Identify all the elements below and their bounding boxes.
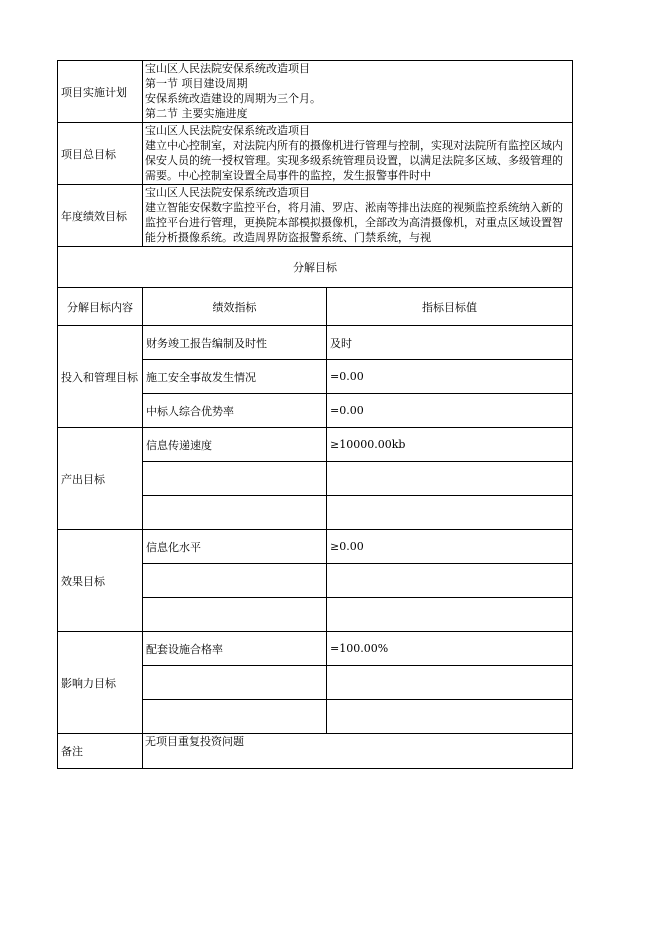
indicator-cell: 财务竣工报告编制及时性 — [143, 326, 327, 360]
plan-text — [143, 61, 573, 123]
annual-goal-label: 年度绩效目标 — [58, 185, 143, 247]
breakdown-title: 分解目标 — [58, 247, 573, 288]
header-indicator: 绩效指标 — [143, 288, 327, 326]
row-overall-goal — [58, 123, 573, 185]
indicator-cell — [143, 666, 327, 700]
target-cell — [327, 462, 573, 496]
indicator-cell: 配套设施合格率 — [143, 632, 327, 666]
annual-goal-body: 建立智能安保数字监控平台，将月浦、罗店、淞南等排出法庭的视频监控系统纳入新的监控平台进行管理，更换院本部模拟摄像机，全部改为高清摄像机，对重点区域设置智能分析摄像系统。改造周界防盗报警系统、门禁系统，与视 — [145, 201, 563, 244]
indicator-cell: 施工安全事故发生情况 — [143, 360, 327, 394]
indicator-cell — [143, 564, 327, 598]
row-remarks — [58, 734, 573, 769]
plan-label: 项目实施计划 — [58, 61, 143, 123]
indicator-cell — [143, 700, 327, 734]
overall-goal-label: 项目总目标 — [58, 123, 143, 185]
remarks-text: 无项目重复投资问题 — [143, 734, 573, 769]
target-cell — [327, 564, 573, 598]
row-headers — [58, 288, 573, 326]
target-cell: =100.00% — [327, 632, 573, 666]
group-output-label: 产出目标 — [58, 428, 143, 530]
indicator-cell — [143, 462, 327, 496]
row-plan — [58, 61, 573, 123]
performance-target-sheet — [57, 60, 572, 769]
target-cell: =0.00 — [327, 360, 573, 394]
plan-line-1: 宝山区人民法院安保系统改造项目 — [145, 62, 310, 75]
plan-line-2: 第一节 项目建设周期 — [145, 77, 248, 90]
annual-goal-text — [143, 185, 573, 247]
overall-goal-body: 建立中心控制室，对法院内所有的摄像机进行管理与控制，实现对法院所有监控区域内保安人员的统一授权管理。实现多级系统管理员设置，以满足法院多区域、多级管理的需要。中心控制室设置全局事件的监控，发生报警事件时中 — [145, 139, 563, 182]
row-annual-goal — [58, 185, 573, 247]
indicator-cell: 信息传递速度 — [143, 428, 327, 462]
target-cell: 及时 — [327, 326, 573, 360]
table-row — [58, 326, 573, 360]
target-cell: =0.00 — [327, 394, 573, 428]
target-cell — [327, 598, 573, 632]
plan-line-4: 第二节 主要实施进度 — [145, 107, 248, 120]
overall-goal-line-1: 宝山区人民法院安保系统改造项目 — [145, 124, 310, 137]
target-cell — [327, 496, 573, 530]
group-input-label: 投入和管理目标 — [58, 326, 143, 428]
table-row — [58, 428, 573, 462]
target-cell: ≥10000.00kb — [327, 428, 573, 462]
target-cell — [327, 666, 573, 700]
target-cell — [327, 700, 573, 734]
group-effect-label: 效果目标 — [58, 530, 143, 632]
row-breakdown-title — [58, 247, 573, 288]
target-cell: ≥0.00 — [327, 530, 573, 564]
plan-line-3: 安保系统改造建设的周期为三个月。 — [145, 92, 321, 105]
header-content: 分解目标内容 — [58, 288, 143, 326]
indicator-cell — [143, 598, 327, 632]
indicator-cell — [143, 496, 327, 530]
table-row — [58, 530, 573, 564]
performance-table — [57, 60, 573, 769]
remarks-label: 备注 — [58, 734, 143, 769]
header-target: 指标目标值 — [327, 288, 573, 326]
group-impact-label: 影响力目标 — [58, 632, 143, 734]
annual-goal-line-1: 宝山区人民法院安保系统改造项目 — [145, 186, 310, 199]
indicator-cell: 信息化水平 — [143, 530, 327, 564]
overall-goal-text — [143, 123, 573, 185]
indicator-cell: 中标人综合优势率 — [143, 394, 327, 428]
table-row — [58, 632, 573, 666]
